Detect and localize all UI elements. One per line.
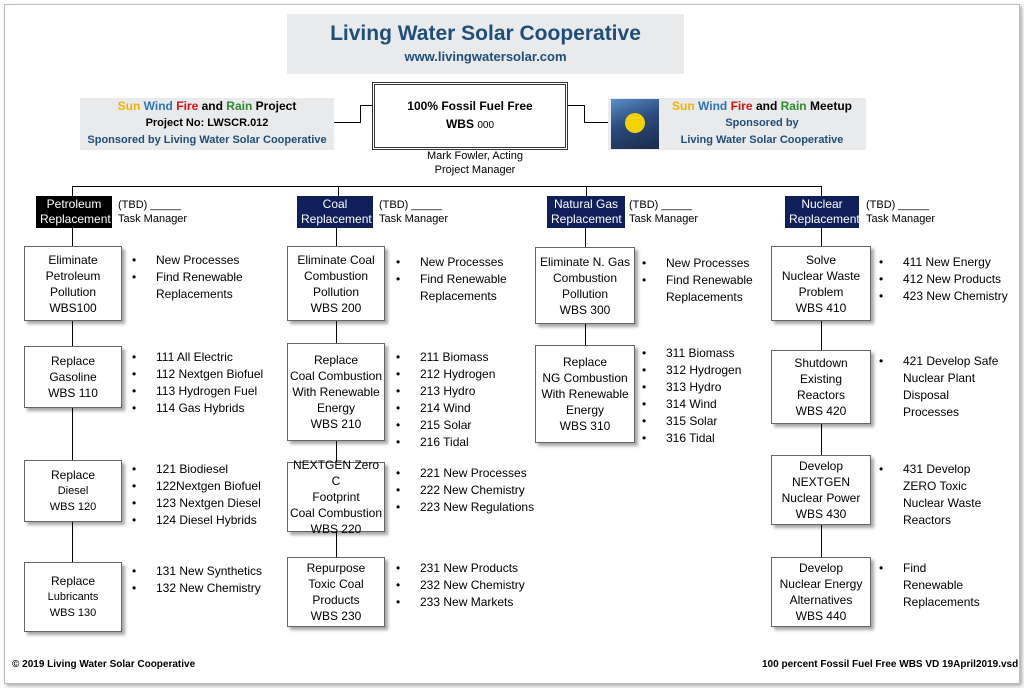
branch-header-coal[interactable]: Coal Replacement <box>297 196 373 228</box>
branch-header-nuclear[interactable]: Nuclear Replacement <box>785 196 859 228</box>
branch-header-natural-gas[interactable]: Natural Gas Replacement <box>547 196 625 228</box>
word-project: Project <box>255 99 297 113</box>
task-box-wbs430[interactable]: Develop NEXTGEN Nuclear Power WBS 430 <box>771 455 871 525</box>
task-list-wbs210: • 211 Biomass • 212 Hydrogen • 213 Hydro • 214 Wind • 215 Solar • 216 Tidal <box>396 349 546 451</box>
task-box-wbs130[interactable]: Replace Lubricants WBS 130 <box>24 562 122 632</box>
meetup-sponsor: Living Water Solar Cooperative <box>680 134 844 146</box>
root-wbs: WBS 000 <box>445 117 495 131</box>
word-and: and <box>201 99 223 113</box>
footer-copyright: © 2019 Living Water Solar Cooperative <box>12 659 196 670</box>
task-box-wbs410[interactable]: Solve Nuclear Waste Problem WBS 410 <box>771 246 871 321</box>
word-fire: Fire <box>730 99 753 113</box>
task-list-wbs110: • 111 All Electric • 112 Nextgen Biofuel • 113 Hydrogen Fuel • 114 Gas Hybrids <box>132 349 282 417</box>
project-sponsor: Sponsored by Living Water Solar Cooperative <box>87 134 327 146</box>
task-box-wbs120[interactable]: Replace Diesel WBS 120 <box>24 460 122 522</box>
word-wind: Wind <box>698 99 728 113</box>
task-manager-nuclear: (TBD) _____ Task Manager <box>866 199 936 225</box>
root-node[interactable] <box>372 82 568 150</box>
task-box-wbs440[interactable]: Develop Nuclear Energy Alternatives WBS 440 <box>771 557 871 627</box>
task-list-wbs300: • New Processes • Find Renewable Replacements <box>642 255 782 306</box>
project-manager: Mark Fowler, Acting Project Manager <box>427 150 523 176</box>
task-list-wbs440: • Find Renewable Replacements <box>879 560 979 611</box>
task-list-wbs410: • 411 New Energy • 412 New Products • 423 New Chemistry <box>879 254 1019 305</box>
task-manager-natural-gas: (TBD) _____ Task Manager <box>629 199 699 225</box>
task-manager-petroleum: (TBD) _____ Task Manager <box>118 199 188 225</box>
footer-filename: 100 percent Fossil Fuel Free WBS VD 19April2019.vsd <box>762 659 1019 670</box>
word-fire: Fire <box>176 99 199 113</box>
task-box-wbs220[interactable]: NEXTGEN Zero C Footprint Coal Combustion WBS 220 <box>287 462 385 532</box>
word-meetup: Meetup <box>809 99 852 113</box>
word-wind: Wind <box>143 99 173 113</box>
task-list-wbs310: • 311 Biomass • 312 Hydrogen • 313 Hydro • 314 Wind • 315 Solar • 316 Tidal <box>642 345 792 447</box>
project-info-box <box>80 98 334 150</box>
word-and: and <box>755 99 778 113</box>
task-list-wbs230: • 231 New Products • 232 New Chemistry • 233 New Markets <box>396 560 546 611</box>
project-name <box>80 98 334 115</box>
task-list-wbs130: • 131 New Synthetics • 132 New Chemistry <box>132 563 282 597</box>
title-banner <box>287 14 684 74</box>
org-title: Living Water Solar Cooperative <box>330 22 641 45</box>
task-box-wbs300[interactable]: Eliminate N. Gas Combustion Pollution WBS 300 <box>535 247 635 324</box>
word-rain: Rain <box>780 99 807 113</box>
org-url[interactable]: www.livingwatersolar.com <box>404 49 567 64</box>
task-list-wbs200: • New Processes • Find Renewable Replacements <box>396 254 536 305</box>
project-number: Project No: LWSCR.012 <box>145 117 269 129</box>
task-list-wbs100: • New Processes • Find Renewable Replacements <box>132 252 272 303</box>
task-list-wbs120: • 121 Biodiesel • 122Nextgen Biofuel • 123 Nextgen Diesel • 124 Diesel Hybrids <box>132 461 282 529</box>
task-box-wbs420[interactable]: Shutdown Existing Reactors WBS 420 <box>771 350 871 424</box>
task-box-wbs110[interactable]: Replace Gasoline WBS 110 <box>24 346 122 408</box>
word-rain: Rain <box>226 99 253 113</box>
task-list-wbs420: • 421 Develop Safe Nuclear Plant Disposal Processes <box>879 353 999 421</box>
root-title: 100% Fossil Fuel Free <box>407 99 533 113</box>
task-box-wbs210[interactable]: Replace Coal Combustion With Renewable Energy WBS 210 <box>287 343 385 441</box>
meetup-photo-icon <box>611 99 659 149</box>
branch-header-petroleum[interactable]: Petroleum Replacement <box>36 196 112 228</box>
task-box-wbs100[interactable]: Eliminate Petroleum Pollution WBS100 <box>24 246 122 321</box>
task-box-wbs200[interactable]: Eliminate Coal Combustion Pollution WBS 200 <box>287 246 385 321</box>
task-box-wbs230[interactable]: Repurpose Toxic Coal Products WBS 230 <box>287 557 385 627</box>
meetup-sponsor-label: Sponsored by <box>725 117 799 129</box>
word-sun: Sun <box>672 99 695 113</box>
word-sun: Sun <box>117 99 141 113</box>
task-list-wbs430: • 431 Develop ZERO Toxic Nuclear Waste Reactors <box>879 461 991 529</box>
task-box-wbs310[interactable]: Replace NG Combustion With Renewable Energy WBS 310 <box>535 345 635 443</box>
task-manager-coal: (TBD) _____ Task Manager <box>379 199 449 225</box>
task-list-wbs220: • 221 New Processes • 222 New Chemistry • 223 New Regulations <box>396 465 556 516</box>
